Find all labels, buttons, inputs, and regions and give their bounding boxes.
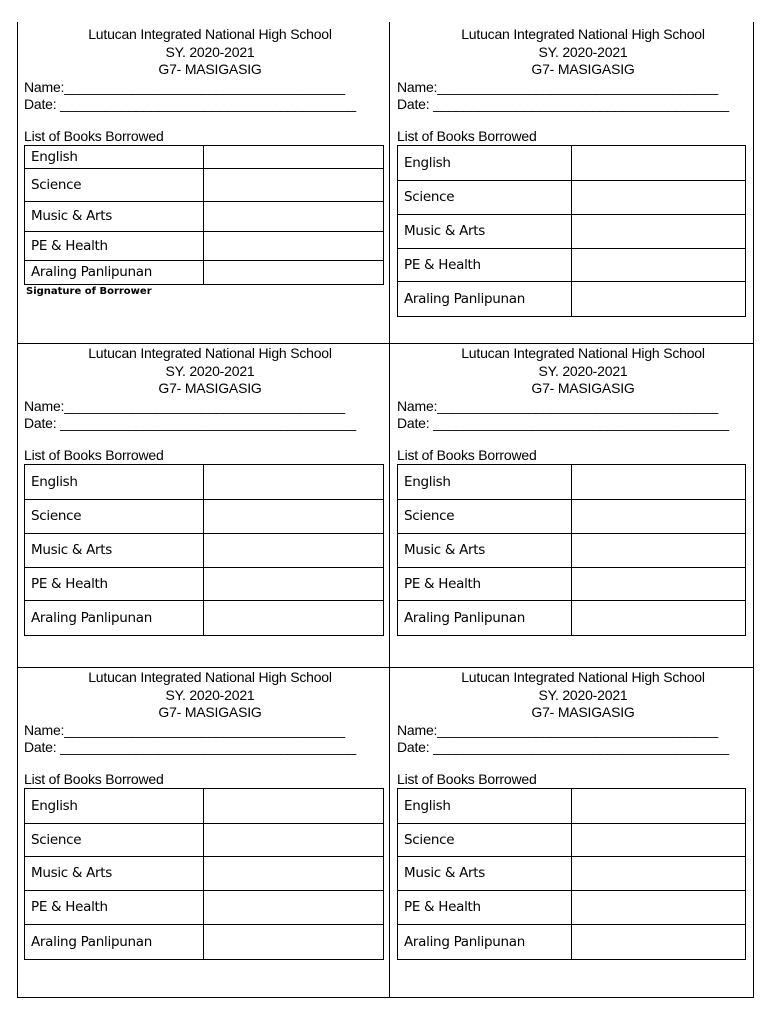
book-entry-cell[interactable] <box>572 823 746 856</box>
book-name: Araling Panlipunan <box>398 600 572 635</box>
school-name: Lutucan Integrated National High School <box>461 669 705 685</box>
name-field[interactable]: Name:_____________________________________ <box>397 78 718 95</box>
list-title: List of Books Borrowed <box>397 446 537 463</box>
borrow-card-3 <box>24 345 396 636</box>
section-name: G7- MASIGASIG <box>531 380 635 396</box>
book-name: Science <box>25 499 204 533</box>
book-entry-cell[interactable] <box>572 600 746 635</box>
book-entry-cell[interactable] <box>204 924 384 959</box>
name-field[interactable]: Name:_____________________________________ <box>24 721 345 738</box>
borrow-card-4 <box>397 345 768 636</box>
book-entry-cell[interactable] <box>572 788 746 823</box>
list-title: List of Books Borrowed <box>24 127 164 144</box>
section-name: G7- MASIGASIG <box>531 704 635 720</box>
book-entry-cell[interactable] <box>204 464 384 499</box>
book-entry-cell[interactable] <box>204 201 384 231</box>
book-name: English <box>398 145 572 180</box>
date-label: Date: <box>397 415 434 431</box>
book-entry-cell[interactable] <box>204 499 384 533</box>
date-field[interactable]: Date: _______________________________________ <box>24 96 357 112</box>
book-name: Araling Panlipunan <box>25 260 204 284</box>
list-title: List of Books Borrowed <box>397 770 537 787</box>
book-entry-cell[interactable] <box>572 248 746 281</box>
date-label: Date: <box>24 96 61 112</box>
borrow-card-5 <box>24 669 396 960</box>
name-field[interactable]: Name:_____________________________________ <box>24 397 345 414</box>
book-entry-cell[interactable] <box>204 788 384 823</box>
school-name: Lutucan Integrated National High School <box>88 26 332 42</box>
date-field[interactable]: Date: _______________________________________ <box>24 415 357 431</box>
book-entry-cell[interactable] <box>204 856 384 890</box>
date-field[interactable]: Date: _______________________________________ <box>397 739 730 755</box>
school-name: Lutucan Integrated National High School <box>461 345 705 361</box>
book-entry-cell[interactable] <box>572 856 746 890</box>
list-title: List of Books Borrowed <box>24 770 164 787</box>
book-entry-cell[interactable] <box>572 499 746 533</box>
book-entry-cell[interactable] <box>572 567 746 600</box>
book-entry-cell[interactable] <box>204 260 384 284</box>
book-name: Araling Panlipunan <box>25 600 204 635</box>
book-name: Araling Panlipunan <box>398 281 572 316</box>
book-name: PE & Health <box>25 567 204 600</box>
book-name: English <box>25 464 204 499</box>
books-table <box>24 788 384 960</box>
school-year: SY. 2020-2021 <box>165 362 255 379</box>
book-name: PE & Health <box>398 567 572 600</box>
name-label: Name: <box>24 721 65 738</box>
signature-label: Signature of Borrower <box>26 285 152 297</box>
school-name: Lutucan Integrated National High School <box>461 26 705 42</box>
book-name: Science <box>398 180 572 214</box>
borrow-card-1 <box>24 26 396 297</box>
book-name: Araling Panlipunan <box>398 924 572 959</box>
book-entry-cell[interactable] <box>572 533 746 567</box>
borrow-card-6 <box>397 669 768 960</box>
school-name: Lutucan Integrated National High School <box>88 669 332 685</box>
book-entry-cell[interactable] <box>204 145 384 168</box>
book-name: Music & Arts <box>25 201 204 231</box>
book-name: Science <box>398 499 572 533</box>
date-field[interactable]: Date: _______________________________________ <box>397 96 730 112</box>
book-entry-cell[interactable] <box>572 180 746 214</box>
school-year: SY. 2020-2021 <box>538 686 628 703</box>
books-table <box>397 464 746 636</box>
book-entry-cell[interactable] <box>572 890 746 924</box>
book-name: English <box>25 788 204 823</box>
date-label: Date: <box>24 415 61 431</box>
school-year: SY. 2020-2021 <box>538 362 628 379</box>
school-year: SY. 2020-2021 <box>538 43 628 60</box>
book-entry-cell[interactable] <box>204 890 384 924</box>
name-label: Name: <box>24 397 65 414</box>
date-field[interactable]: Date: _______________________________________ <box>24 739 357 755</box>
section-name: G7- MASIGASIG <box>158 380 262 396</box>
row-divider <box>17 343 753 344</box>
book-name: Music & Arts <box>398 856 572 890</box>
book-name: Music & Arts <box>25 856 204 890</box>
list-title: List of Books Borrowed <box>24 446 164 463</box>
name-label: Name: <box>397 721 438 738</box>
school-year: SY. 2020-2021 <box>165 686 255 703</box>
book-entry-cell[interactable] <box>572 281 746 316</box>
book-entry-cell[interactable] <box>204 823 384 856</box>
book-entry-cell[interactable] <box>572 464 746 499</box>
section-name: G7- MASIGASIG <box>531 61 635 77</box>
school-year: SY. 2020-2021 <box>165 43 255 60</box>
book-name: Science <box>25 823 204 856</box>
name-field[interactable]: Name:_____________________________________ <box>397 721 718 738</box>
book-name: PE & Health <box>25 231 204 260</box>
name-field[interactable]: Name:_____________________________________ <box>24 78 345 95</box>
book-entry-cell[interactable] <box>204 533 384 567</box>
date-label: Date: <box>397 739 434 755</box>
book-name: PE & Health <box>398 248 572 281</box>
book-entry-cell[interactable] <box>572 924 746 959</box>
section-name: G7- MASIGASIG <box>158 61 262 77</box>
book-name: PE & Health <box>398 890 572 924</box>
book-entry-cell[interactable] <box>204 600 384 635</box>
book-name: PE & Health <box>25 890 204 924</box>
book-entry-cell[interactable] <box>204 168 384 201</box>
name-label: Name: <box>397 397 438 414</box>
book-name: Music & Arts <box>398 214 572 248</box>
book-name: Science <box>398 823 572 856</box>
books-table <box>24 145 384 285</box>
book-name: English <box>398 788 572 823</box>
book-entry-cell[interactable] <box>572 214 746 248</box>
book-name: Araling Panlipunan <box>25 924 204 959</box>
books-table <box>397 145 746 317</box>
name-field[interactable]: Name:_____________________________________ <box>397 397 718 414</box>
name-label: Name: <box>397 78 438 95</box>
date-field[interactable]: Date: _______________________________________ <box>397 415 730 431</box>
school-name: Lutucan Integrated National High School <box>88 345 332 361</box>
book-name: English <box>398 464 572 499</box>
book-name: English <box>25 145 204 168</box>
book-entry-cell[interactable] <box>572 145 746 180</box>
book-name: Music & Arts <box>398 533 572 567</box>
list-title: List of Books Borrowed <box>397 127 537 144</box>
book-entry-cell[interactable] <box>204 231 384 260</box>
name-label: Name: <box>24 78 65 95</box>
book-name: Science <box>25 168 204 201</box>
borrow-card-2 <box>397 26 768 317</box>
book-name: Music & Arts <box>25 533 204 567</box>
book-entry-cell[interactable] <box>204 567 384 600</box>
books-table <box>24 464 384 636</box>
books-table <box>397 788 746 960</box>
section-name: G7- MASIGASIG <box>158 704 262 720</box>
row-divider <box>17 667 753 668</box>
date-label: Date: <box>397 96 434 112</box>
date-label: Date: <box>24 739 61 755</box>
